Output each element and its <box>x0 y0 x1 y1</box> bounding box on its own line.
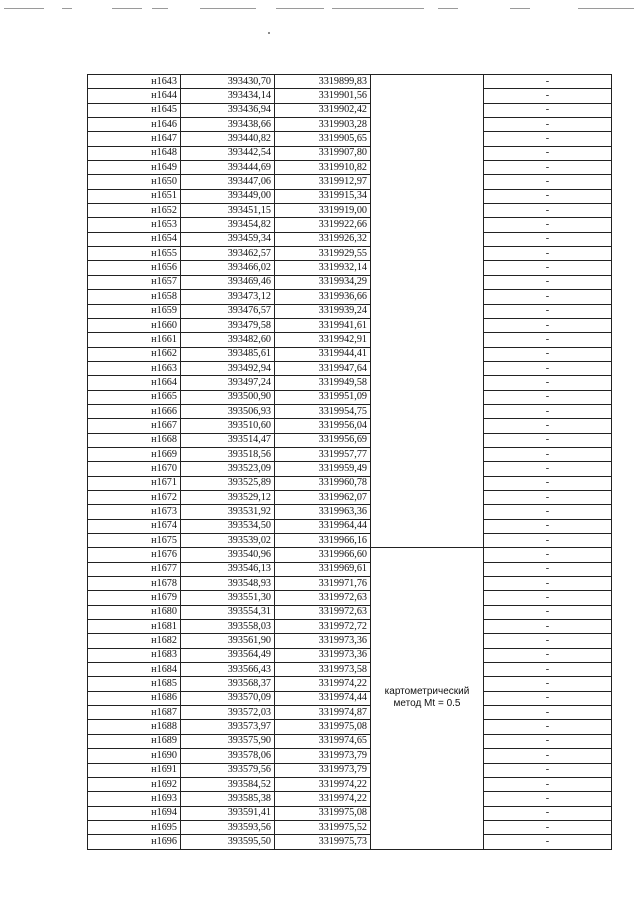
x-coordinate-cell: 393551,30 <box>181 591 275 605</box>
scan-artifact-line <box>578 8 634 9</box>
precision-cell: - <box>484 447 612 461</box>
table-row <box>88 476 612 490</box>
point-id-cell: н1684 <box>88 663 181 677</box>
precision-cell: - <box>484 347 612 361</box>
point-id-cell: н1695 <box>88 820 181 834</box>
precision-cell: - <box>484 261 612 275</box>
y-coordinate-cell: 3319956,04 <box>275 419 371 433</box>
y-coordinate-cell: 3319966,16 <box>275 534 371 548</box>
x-coordinate-cell: 393561,90 <box>181 634 275 648</box>
x-coordinate-cell: 393434,14 <box>181 89 275 103</box>
y-coordinate-cell: 3319949,58 <box>275 376 371 390</box>
y-coordinate-cell: 3319960,78 <box>275 476 371 490</box>
table-row <box>88 548 612 562</box>
point-id-cell: н1649 <box>88 161 181 175</box>
precision-cell: - <box>484 189 612 203</box>
x-coordinate-cell: 393459,34 <box>181 232 275 246</box>
table-row <box>88 505 612 519</box>
precision-cell: - <box>484 720 612 734</box>
y-coordinate-cell: 3319975,52 <box>275 820 371 834</box>
precision-cell: - <box>484 175 612 189</box>
table-row <box>88 419 612 433</box>
point-id-cell: н1653 <box>88 218 181 232</box>
y-coordinate-cell: 3319975,73 <box>275 835 371 849</box>
x-coordinate-cell: 393591,41 <box>181 806 275 820</box>
point-id-cell: н1655 <box>88 247 181 261</box>
point-id-cell: н1646 <box>88 118 181 132</box>
y-coordinate-cell: 3319975,08 <box>275 806 371 820</box>
table-row <box>88 620 612 634</box>
x-coordinate-cell: 393572,03 <box>181 706 275 720</box>
table-row <box>88 146 612 160</box>
point-id-cell: н1651 <box>88 189 181 203</box>
y-coordinate-cell: 3319926,32 <box>275 232 371 246</box>
y-coordinate-cell: 3319974,22 <box>275 792 371 806</box>
x-coordinate-cell: 393593,56 <box>181 820 275 834</box>
table-row <box>88 132 612 146</box>
table-row <box>88 490 612 504</box>
y-coordinate-cell: 3319972,63 <box>275 591 371 605</box>
precision-cell: - <box>484 333 612 347</box>
table-row <box>88 763 612 777</box>
precision-cell: - <box>484 562 612 576</box>
table-row <box>88 175 612 189</box>
x-coordinate-cell: 393529,12 <box>181 490 275 504</box>
x-coordinate-cell: 393506,93 <box>181 404 275 418</box>
x-coordinate-cell: 393469,46 <box>181 275 275 289</box>
point-id-cell: н1657 <box>88 275 181 289</box>
table-row <box>88 404 612 418</box>
x-coordinate-cell: 393523,09 <box>181 462 275 476</box>
scan-artifact-line <box>112 8 142 9</box>
point-id-cell: н1659 <box>88 304 181 318</box>
precision-cell: - <box>484 691 612 705</box>
scan-artifact-line <box>510 8 530 9</box>
point-id-cell: н1686 <box>88 691 181 705</box>
point-id-cell: н1674 <box>88 519 181 533</box>
precision-cell: - <box>484 835 612 849</box>
x-coordinate-cell: 393454,82 <box>181 218 275 232</box>
x-coordinate-cell: 393485,61 <box>181 347 275 361</box>
table-row <box>88 218 612 232</box>
table-row <box>88 318 612 332</box>
x-coordinate-cell: 393473,12 <box>181 290 275 304</box>
y-coordinate-cell: 3319974,65 <box>275 734 371 748</box>
point-id-cell: н1645 <box>88 103 181 117</box>
precision-cell: - <box>484 118 612 132</box>
precision-cell: - <box>484 146 612 160</box>
precision-cell: - <box>484 591 612 605</box>
point-id-cell: н1663 <box>88 361 181 375</box>
table-row <box>88 634 612 648</box>
table-row <box>88 75 612 89</box>
table-row <box>88 806 612 820</box>
x-coordinate-cell: 393584,52 <box>181 777 275 791</box>
x-coordinate-cell: 393554,31 <box>181 605 275 619</box>
table-row <box>88 462 612 476</box>
precision-cell: - <box>484 204 612 218</box>
y-coordinate-cell: 3319905,65 <box>275 132 371 146</box>
point-id-cell: н1691 <box>88 763 181 777</box>
point-id-cell: н1669 <box>88 447 181 461</box>
y-coordinate-cell: 3319969,61 <box>275 562 371 576</box>
table-row <box>88 519 612 533</box>
x-coordinate-cell: 393514,47 <box>181 433 275 447</box>
point-id-cell: н1676 <box>88 548 181 562</box>
precision-cell: - <box>484 275 612 289</box>
precision-cell: - <box>484 476 612 490</box>
point-id-cell: н1682 <box>88 634 181 648</box>
x-coordinate-cell: 393451,15 <box>181 204 275 218</box>
point-id-cell: н1660 <box>88 318 181 332</box>
scan-artifact-line <box>438 8 458 9</box>
y-coordinate-cell: 3319974,87 <box>275 706 371 720</box>
y-coordinate-cell: 3319959,49 <box>275 462 371 476</box>
y-coordinate-cell: 3319966,60 <box>275 548 371 562</box>
table-row <box>88 591 612 605</box>
method-accuracy: метод Mt = 0.5 <box>393 698 461 710</box>
point-id-cell: н1648 <box>88 146 181 160</box>
table-row <box>88 390 612 404</box>
table-row <box>88 361 612 375</box>
y-coordinate-cell: 3319973,79 <box>275 763 371 777</box>
scan-artifact-line <box>276 8 324 9</box>
precision-cell: - <box>484 247 612 261</box>
x-coordinate-cell: 393531,92 <box>181 505 275 519</box>
table-row <box>88 103 612 117</box>
precision-cell: - <box>484 792 612 806</box>
point-id-cell: н1689 <box>88 734 181 748</box>
point-id-cell: н1644 <box>88 89 181 103</box>
x-coordinate-cell: 393430,70 <box>181 75 275 89</box>
y-coordinate-cell: 3319932,14 <box>275 261 371 275</box>
precision-cell: - <box>484 161 612 175</box>
point-id-cell: н1665 <box>88 390 181 404</box>
precision-cell: - <box>484 318 612 332</box>
y-coordinate-cell: 3319973,79 <box>275 749 371 763</box>
table-row <box>88 663 612 677</box>
table-row <box>88 648 612 662</box>
precision-cell: - <box>484 361 612 375</box>
table-row <box>88 777 612 791</box>
precision-cell: - <box>484 304 612 318</box>
y-coordinate-cell: 3319975,08 <box>275 720 371 734</box>
point-id-cell: н1693 <box>88 792 181 806</box>
x-coordinate-cell: 393479,58 <box>181 318 275 332</box>
method-cell <box>371 548 484 849</box>
precision-cell: - <box>484 433 612 447</box>
x-coordinate-cell: 393440,82 <box>181 132 275 146</box>
precision-cell: - <box>484 734 612 748</box>
y-coordinate-cell: 3319947,64 <box>275 361 371 375</box>
point-id-cell: н1685 <box>88 677 181 691</box>
scan-artifact-line <box>152 8 168 9</box>
y-coordinate-cell: 3319974,22 <box>275 677 371 691</box>
precision-cell: - <box>484 648 612 662</box>
point-id-cell: н1683 <box>88 648 181 662</box>
x-coordinate-cell: 393534,50 <box>181 519 275 533</box>
point-id-cell: н1680 <box>88 605 181 619</box>
y-coordinate-cell: 3319973,36 <box>275 634 371 648</box>
point-id-cell: н1690 <box>88 749 181 763</box>
point-id-cell: н1666 <box>88 404 181 418</box>
scan-artifact-line <box>332 8 424 9</box>
x-coordinate-cell: 393449,00 <box>181 189 275 203</box>
precision-cell: - <box>484 103 612 117</box>
y-coordinate-cell: 3319910,82 <box>275 161 371 175</box>
scan-artifact-line <box>4 8 44 9</box>
x-coordinate-cell: 393518,56 <box>181 447 275 461</box>
point-id-cell: н1692 <box>88 777 181 791</box>
precision-cell: - <box>484 634 612 648</box>
x-coordinate-cell: 393558,03 <box>181 620 275 634</box>
table-row <box>88 734 612 748</box>
precision-cell: - <box>484 820 612 834</box>
method-name: картометрический <box>384 686 470 698</box>
point-id-cell: н1673 <box>88 505 181 519</box>
point-id-cell: н1647 <box>88 132 181 146</box>
precision-cell: - <box>484 749 612 763</box>
y-coordinate-cell: 3319915,34 <box>275 189 371 203</box>
table-row <box>88 261 612 275</box>
x-coordinate-cell: 393548,93 <box>181 577 275 591</box>
x-coordinate-cell: 393570,09 <box>181 691 275 705</box>
point-id-cell: н1658 <box>88 290 181 304</box>
precision-cell: - <box>484 89 612 103</box>
table-row <box>88 204 612 218</box>
y-coordinate-cell: 3319941,61 <box>275 318 371 332</box>
y-coordinate-cell: 3319903,28 <box>275 118 371 132</box>
precision-cell: - <box>484 620 612 634</box>
precision-cell: - <box>484 663 612 677</box>
point-id-cell: н1688 <box>88 720 181 734</box>
x-coordinate-cell: 393510,60 <box>181 419 275 433</box>
y-coordinate-cell: 3319907,80 <box>275 146 371 160</box>
table-row <box>88 247 612 261</box>
precision-cell: - <box>484 605 612 619</box>
point-id-cell: н1694 <box>88 806 181 820</box>
point-id-cell: н1687 <box>88 706 181 720</box>
x-coordinate-cell: 393573,97 <box>181 720 275 734</box>
table-row <box>88 820 612 834</box>
table-row <box>88 562 612 576</box>
y-coordinate-cell: 3319922,66 <box>275 218 371 232</box>
x-coordinate-cell: 393466,02 <box>181 261 275 275</box>
y-coordinate-cell: 3319973,36 <box>275 648 371 662</box>
point-id-cell: н1650 <box>88 175 181 189</box>
scan-speck <box>268 32 270 34</box>
table-row <box>88 691 612 705</box>
x-coordinate-cell: 393575,90 <box>181 734 275 748</box>
precision-cell: - <box>484 132 612 146</box>
x-coordinate-cell: 393462,57 <box>181 247 275 261</box>
precision-cell: - <box>484 290 612 304</box>
x-coordinate-cell: 393566,43 <box>181 663 275 677</box>
x-coordinate-cell: 393447,06 <box>181 175 275 189</box>
table-row <box>88 720 612 734</box>
precision-cell: - <box>484 404 612 418</box>
table-row <box>88 792 612 806</box>
point-id-cell: н1670 <box>88 462 181 476</box>
table-row <box>88 275 612 289</box>
coordinates-table <box>87 74 612 850</box>
y-coordinate-cell: 3319951,09 <box>275 390 371 404</box>
precision-cell: - <box>484 390 612 404</box>
x-coordinate-cell: 393585,38 <box>181 792 275 806</box>
x-coordinate-cell: 393492,94 <box>181 361 275 375</box>
x-coordinate-cell: 393525,89 <box>181 476 275 490</box>
x-coordinate-cell: 393442,54 <box>181 146 275 160</box>
table-row <box>88 433 612 447</box>
y-coordinate-cell: 3319974,22 <box>275 777 371 791</box>
point-id-cell: н1675 <box>88 534 181 548</box>
x-coordinate-cell: 393546,13 <box>181 562 275 576</box>
table-row <box>88 161 612 175</box>
table-row <box>88 677 612 691</box>
y-coordinate-cell: 3319964,44 <box>275 519 371 533</box>
table-row <box>88 118 612 132</box>
point-id-cell: н1652 <box>88 204 181 218</box>
y-coordinate-cell: 3319919,00 <box>275 204 371 218</box>
y-coordinate-cell: 3319936,66 <box>275 290 371 304</box>
point-id-cell: н1679 <box>88 591 181 605</box>
precision-cell: - <box>484 534 612 548</box>
x-coordinate-cell: 393438,66 <box>181 118 275 132</box>
x-coordinate-cell: 393578,06 <box>181 749 275 763</box>
y-coordinate-cell: 3319973,58 <box>275 663 371 677</box>
point-id-cell: н1677 <box>88 562 181 576</box>
precision-cell: - <box>484 505 612 519</box>
table-row <box>88 706 612 720</box>
precision-cell: - <box>484 519 612 533</box>
table-row <box>88 189 612 203</box>
point-id-cell: н1654 <box>88 232 181 246</box>
precision-cell: - <box>484 706 612 720</box>
y-coordinate-cell: 3319934,29 <box>275 275 371 289</box>
scan-artifact-line <box>62 8 72 9</box>
scan-artifact-line <box>200 8 256 9</box>
precision-cell: - <box>484 376 612 390</box>
y-coordinate-cell: 3319956,69 <box>275 433 371 447</box>
x-coordinate-cell: 393497,24 <box>181 376 275 390</box>
point-id-cell: н1656 <box>88 261 181 275</box>
x-coordinate-cell: 393482,60 <box>181 333 275 347</box>
table-row <box>88 232 612 246</box>
y-coordinate-cell: 3319954,75 <box>275 404 371 418</box>
table-row <box>88 347 612 361</box>
x-coordinate-cell: 393568,37 <box>181 677 275 691</box>
precision-cell: - <box>484 419 612 433</box>
y-coordinate-cell: 3319972,72 <box>275 620 371 634</box>
y-coordinate-cell: 3319972,63 <box>275 605 371 619</box>
precision-cell: - <box>484 763 612 777</box>
y-coordinate-cell: 3319902,42 <box>275 103 371 117</box>
precision-cell: - <box>484 677 612 691</box>
y-coordinate-cell: 3319939,24 <box>275 304 371 318</box>
x-coordinate-cell: 393595,50 <box>181 835 275 849</box>
y-coordinate-cell: 3319962,07 <box>275 490 371 504</box>
table-row <box>88 605 612 619</box>
y-coordinate-cell: 3319942,91 <box>275 333 371 347</box>
precision-cell: - <box>484 218 612 232</box>
table-row <box>88 749 612 763</box>
table-row <box>88 376 612 390</box>
y-coordinate-cell: 3319963,36 <box>275 505 371 519</box>
point-id-cell: н1664 <box>88 376 181 390</box>
y-coordinate-cell: 3319929,55 <box>275 247 371 261</box>
x-coordinate-cell: 393436,94 <box>181 103 275 117</box>
x-coordinate-cell: 393444,69 <box>181 161 275 175</box>
table-row <box>88 447 612 461</box>
x-coordinate-cell: 393539,02 <box>181 534 275 548</box>
table-row <box>88 534 612 548</box>
point-id-cell: н1643 <box>88 75 181 89</box>
point-id-cell: н1672 <box>88 490 181 504</box>
precision-cell: - <box>484 490 612 504</box>
y-coordinate-cell: 3319971,76 <box>275 577 371 591</box>
precision-cell: - <box>484 577 612 591</box>
method-cell-empty <box>371 75 484 548</box>
precision-cell: - <box>484 75 612 89</box>
table-row <box>88 304 612 318</box>
precision-cell: - <box>484 806 612 820</box>
x-coordinate-cell: 393564,49 <box>181 648 275 662</box>
table-row <box>88 333 612 347</box>
table-row <box>88 290 612 304</box>
x-coordinate-cell: 393476,57 <box>181 304 275 318</box>
table-row <box>88 577 612 591</box>
y-coordinate-cell: 3319912,97 <box>275 175 371 189</box>
point-id-cell: н1681 <box>88 620 181 634</box>
y-coordinate-cell: 3319957,77 <box>275 447 371 461</box>
x-coordinate-cell: 393500,90 <box>181 390 275 404</box>
precision-cell: - <box>484 462 612 476</box>
point-id-cell: н1662 <box>88 347 181 361</box>
precision-cell: - <box>484 232 612 246</box>
precision-cell: - <box>484 548 612 562</box>
point-id-cell: н1696 <box>88 835 181 849</box>
x-coordinate-cell: 393540,96 <box>181 548 275 562</box>
coordinates-table-body <box>88 75 612 850</box>
point-id-cell: н1661 <box>88 333 181 347</box>
point-id-cell: н1667 <box>88 419 181 433</box>
y-coordinate-cell: 3319944,41 <box>275 347 371 361</box>
table-row <box>88 835 612 849</box>
point-id-cell: н1671 <box>88 476 181 490</box>
y-coordinate-cell: 3319974,44 <box>275 691 371 705</box>
point-id-cell: н1678 <box>88 577 181 591</box>
table-row <box>88 89 612 103</box>
precision-cell: - <box>484 777 612 791</box>
y-coordinate-cell: 3319901,56 <box>275 89 371 103</box>
point-id-cell: н1668 <box>88 433 181 447</box>
x-coordinate-cell: 393579,56 <box>181 763 275 777</box>
y-coordinate-cell: 3319899,83 <box>275 75 371 89</box>
